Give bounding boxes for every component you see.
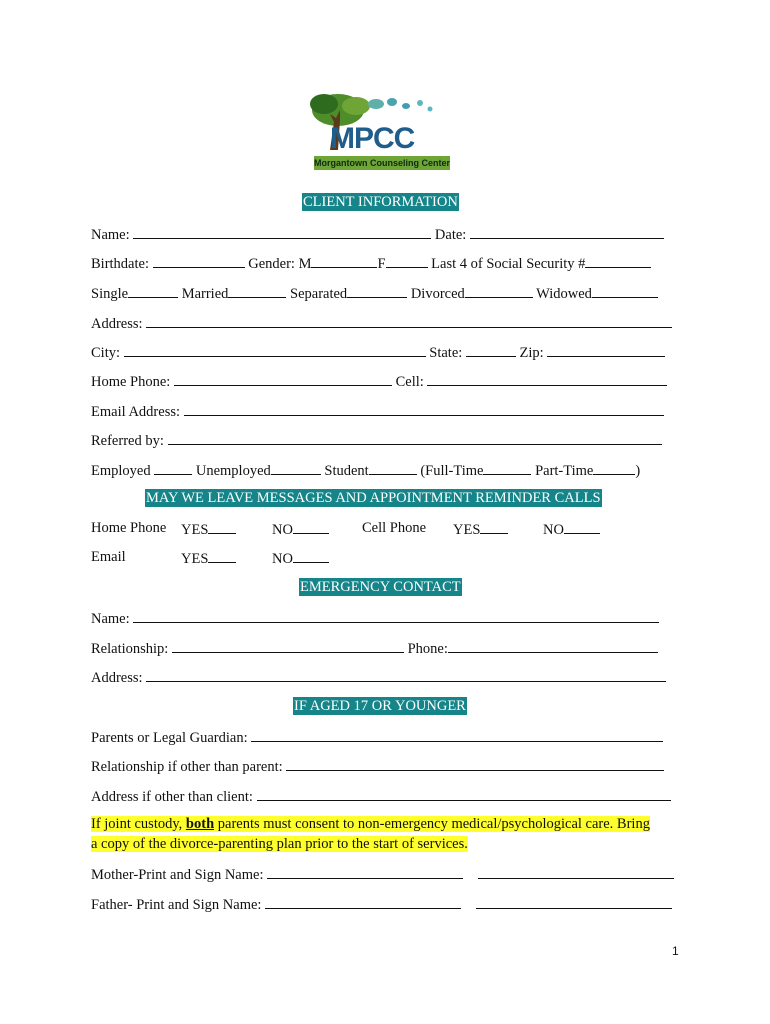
divorced-label: Divorced bbox=[410, 286, 465, 302]
date-label: Date: bbox=[434, 227, 467, 243]
marital-status-row bbox=[91, 283, 658, 303]
emergency-phone-label: Phone: bbox=[407, 641, 448, 657]
part-time-field[interactable] bbox=[593, 460, 635, 475]
custody-note-both: both bbox=[185, 816, 215, 832]
msg-cell-yes bbox=[453, 519, 508, 539]
minor-address-label: Address if other than client: bbox=[91, 789, 253, 805]
no-label: NO bbox=[543, 522, 564, 538]
single-field[interactable] bbox=[128, 283, 178, 298]
msg-home-no bbox=[272, 519, 329, 539]
gender-female-field[interactable] bbox=[386, 253, 428, 268]
msg-email-yes-field[interactable] bbox=[208, 548, 236, 563]
msg-cell-yes-field[interactable] bbox=[480, 519, 508, 534]
emergency-name-row bbox=[91, 608, 659, 628]
page-number: 1 bbox=[672, 944, 679, 958]
mother-sign-field[interactable] bbox=[478, 864, 674, 879]
emergency-address-label: Address: bbox=[91, 670, 143, 686]
minor-heading: IF AGED 17 OR YOUNGER bbox=[294, 698, 466, 714]
name-label: Name: bbox=[91, 227, 130, 243]
msg-cell-no-field[interactable] bbox=[564, 519, 600, 534]
mother-sign-row bbox=[91, 864, 674, 884]
ssn-label: Last 4 of Social Security # bbox=[431, 256, 586, 272]
emergency-name-label: Name: bbox=[91, 611, 130, 627]
divorced-field[interactable] bbox=[465, 283, 533, 298]
city-state-zip-row bbox=[91, 342, 665, 362]
minor-relationship-row bbox=[91, 756, 664, 776]
email-label: Email Address: bbox=[91, 404, 181, 420]
custody-note-start: If joint custody, bbox=[91, 816, 186, 832]
student-field[interactable] bbox=[369, 460, 417, 475]
no-label: NO bbox=[272, 551, 293, 567]
minor-address-field[interactable] bbox=[257, 786, 671, 801]
home-phone-field[interactable] bbox=[174, 371, 392, 386]
gender-label: Gender: M bbox=[248, 256, 312, 272]
zip-label: Zip: bbox=[519, 345, 544, 361]
cell-field[interactable] bbox=[427, 371, 667, 386]
messages-heading: MAY WE LEAVE MESSAGES AND APPOINTMENT REMINDER CALLS bbox=[146, 490, 601, 506]
birthdate-field[interactable] bbox=[153, 253, 245, 268]
student-label: Student bbox=[324, 463, 369, 479]
name-date-row bbox=[91, 224, 664, 244]
ssn-field[interactable] bbox=[585, 253, 651, 268]
logo-wordmark: MPCC bbox=[330, 122, 415, 155]
logo-subtitle: Morgantown Counseling Center bbox=[314, 158, 450, 168]
messages-phone-row bbox=[91, 519, 564, 538]
msg-home-phone-label: Home Phone bbox=[91, 520, 167, 536]
msg-home-no-field[interactable] bbox=[293, 519, 329, 534]
emergency-relationship-field[interactable] bbox=[172, 638, 404, 653]
joint-custody-note-line1 bbox=[91, 815, 650, 833]
part-time-label: Part-Time bbox=[535, 463, 594, 479]
date-field[interactable] bbox=[470, 224, 664, 239]
full-time-label: (Full-Time bbox=[420, 463, 484, 479]
widowed-field[interactable] bbox=[592, 283, 658, 298]
home-phone-label: Home Phone: bbox=[91, 374, 171, 390]
state-label: State: bbox=[429, 345, 463, 361]
guardian-field[interactable] bbox=[251, 727, 663, 742]
separated-label: Separated bbox=[290, 286, 348, 302]
separated-field[interactable] bbox=[347, 283, 407, 298]
custody-note-line2: a copy of the divorce-parenting plan prior to the start of services. bbox=[91, 836, 468, 852]
mother-print-field[interactable] bbox=[267, 864, 463, 879]
emergency-name-field[interactable] bbox=[133, 608, 659, 623]
employed-field[interactable] bbox=[154, 460, 192, 475]
birthdate-label: Birthdate: bbox=[91, 256, 149, 272]
emergency-phone-field[interactable] bbox=[448, 638, 658, 653]
guardian-label: Parents or Legal Guardian: bbox=[91, 730, 248, 746]
emergency-relationship-label: Relationship: bbox=[91, 641, 169, 657]
emergency-address-row bbox=[91, 667, 666, 687]
client-information-heading: CLIENT INFORMATION bbox=[303, 194, 458, 210]
address-field[interactable] bbox=[146, 313, 672, 328]
msg-cell-phone-label: Cell Phone bbox=[362, 520, 427, 536]
yes-label: YES bbox=[181, 522, 209, 538]
emergency-relationship-row bbox=[91, 638, 658, 658]
msg-home-yes-field[interactable] bbox=[208, 519, 236, 534]
custody-note-rest: parents must consent to non-emergency medical/psychological care. Bring bbox=[214, 816, 650, 832]
gender-male-field[interactable] bbox=[311, 253, 377, 268]
married-label: Married bbox=[181, 286, 229, 302]
msg-email-yes bbox=[181, 548, 236, 568]
cell-label: Cell: bbox=[395, 374, 424, 390]
no-label: NO bbox=[272, 522, 293, 538]
widowed-label: Widowed bbox=[536, 286, 592, 302]
msg-email-no-field[interactable] bbox=[293, 548, 329, 563]
employment-close-paren: ) bbox=[635, 463, 641, 479]
messages-email-row bbox=[91, 548, 293, 567]
minor-relationship-field[interactable] bbox=[286, 756, 664, 771]
married-field[interactable] bbox=[228, 283, 286, 298]
joint-custody-note-line2 bbox=[91, 835, 468, 853]
unemployed-field[interactable] bbox=[271, 460, 321, 475]
zip-field[interactable] bbox=[547, 342, 665, 357]
father-print-field[interactable] bbox=[265, 894, 461, 909]
father-sign-row bbox=[91, 894, 672, 914]
guardian-row bbox=[91, 727, 663, 747]
msg-email-label: Email bbox=[91, 549, 126, 565]
email-row bbox=[91, 401, 664, 421]
single-label: Single bbox=[91, 286, 129, 302]
name-field[interactable] bbox=[133, 224, 431, 239]
referred-field[interactable] bbox=[168, 430, 662, 445]
msg-cell-no bbox=[543, 519, 600, 539]
yes-label: YES bbox=[453, 522, 481, 538]
state-field[interactable] bbox=[466, 342, 516, 357]
yes-label: YES bbox=[181, 551, 209, 567]
referred-row bbox=[91, 430, 662, 450]
city-field[interactable] bbox=[124, 342, 426, 357]
gender-female-label: F bbox=[377, 256, 386, 272]
phone-row bbox=[91, 371, 667, 391]
msg-home-yes bbox=[181, 519, 236, 539]
employed-label: Employed bbox=[91, 463, 151, 479]
full-time-field[interactable] bbox=[483, 460, 531, 475]
minor-address-row bbox=[91, 786, 671, 806]
father-label: Father- Print and Sign Name: bbox=[91, 897, 262, 913]
employment-row bbox=[91, 460, 640, 480]
father-sign-field[interactable] bbox=[476, 894, 672, 909]
email-field[interactable] bbox=[184, 401, 664, 416]
referred-label: Referred by: bbox=[91, 433, 164, 449]
mother-label: Mother-Print and Sign Name: bbox=[91, 867, 264, 883]
address-label: Address: bbox=[91, 316, 143, 332]
msg-email-no bbox=[272, 548, 329, 568]
address-row bbox=[91, 313, 672, 333]
emergency-address-field[interactable] bbox=[146, 667, 666, 682]
minor-relationship-label: Relationship if other than parent: bbox=[91, 759, 283, 775]
unemployed-label: Unemployed bbox=[195, 463, 271, 479]
emergency-contact-heading: EMERGENCY CONTACT bbox=[300, 579, 461, 595]
mpcc-logo bbox=[300, 88, 450, 178]
city-label: City: bbox=[91, 345, 121, 361]
birthdate-gender-row bbox=[91, 253, 651, 273]
